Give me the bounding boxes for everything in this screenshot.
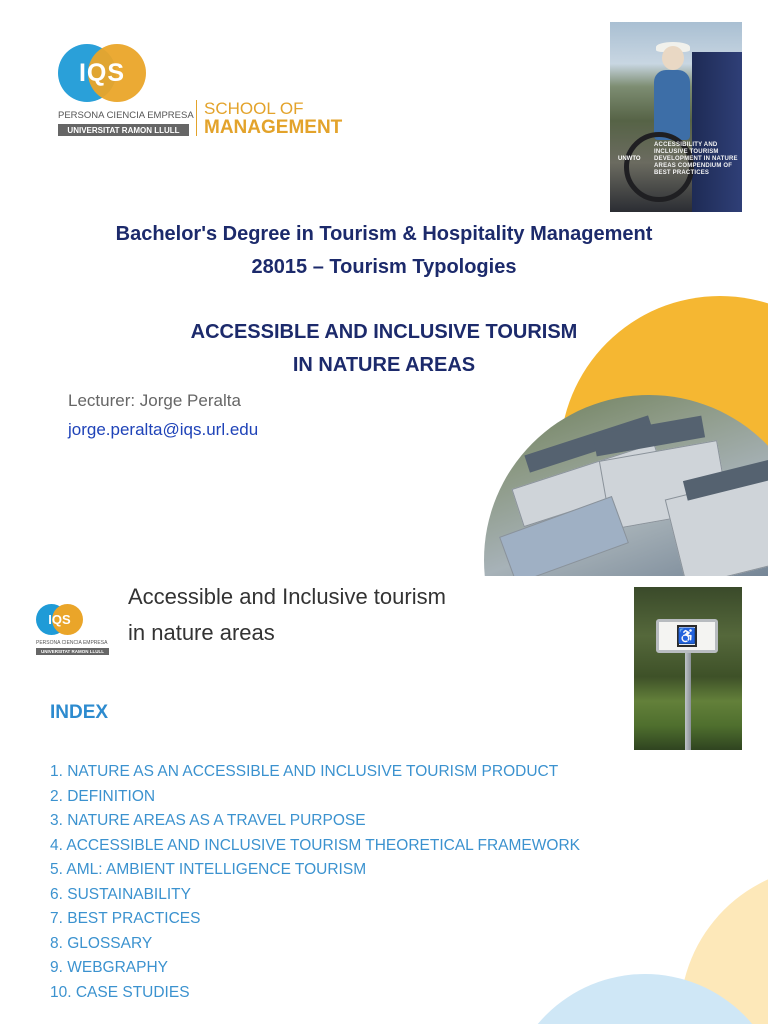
logo-divider bbox=[196, 100, 197, 136]
index-item[interactable]: 4. ACCESSIBLE AND INCLUSIVE TOURISM THEORETICAL FRAMEWORK bbox=[50, 836, 580, 854]
topic-title-line2: IN NATURE AREAS bbox=[292, 354, 476, 376]
index-item[interactable]: 7. BEST PRACTICES bbox=[50, 910, 201, 927]
slide-title-line2: in nature areas bbox=[128, 620, 275, 645]
iqs-logo bbox=[58, 44, 194, 135]
iqs-logo-university-bar: UNIVERSITAT RAMON LLULL bbox=[58, 124, 189, 136]
slide-title-line1: Accessible and Inclusive tourism bbox=[128, 584, 446, 609]
topic-title-line1: ACCESSIBLE AND INCLUSIVE TOURISM bbox=[190, 321, 578, 343]
van-shape bbox=[692, 52, 742, 212]
campus-aerial-photo bbox=[484, 395, 768, 576]
lecturer-email-link[interactable]: jorge.peralta@iqs.url.edu bbox=[68, 420, 259, 439]
lecturer-name: Lecturer: Jorge Peralta bbox=[68, 391, 241, 410]
iqs-logo-letters: IQS bbox=[78, 58, 126, 87]
index-item[interactable]: 8. GLOSSARY bbox=[50, 934, 153, 952]
school-of-text: SCHOOL OF bbox=[204, 99, 304, 118]
index-item[interactable]: 1. NATURE AS AN ACCESSIBLE AND INCLUSIVE TOURISM PRODUCT bbox=[50, 763, 559, 780]
index-slide bbox=[0, 576, 768, 1024]
cover-title-text: ACCESSIBILITY AND INCLUSIVE TOURISM DEVELOPMENT IN NATURE AREAS COMPENDIUM OF BEST PRACTICES bbox=[654, 142, 738, 176]
unwto-cover-photo bbox=[610, 22, 742, 212]
index-heading: INDEX bbox=[50, 702, 109, 723]
index-item[interactable]: 3. NATURE AREAS AS A TRAVEL PURPOSE bbox=[50, 812, 366, 829]
management-text: MANAGEMENT bbox=[204, 117, 343, 138]
iqs-logo-tagline: PERSONA CIENCIA EMPRESA bbox=[36, 640, 108, 646]
iqs-logo-letters: IQS bbox=[48, 612, 71, 627]
index-list bbox=[50, 760, 580, 1005]
sign-pole bbox=[685, 653, 691, 750]
head-shape bbox=[662, 46, 684, 70]
iqs-logo-small bbox=[36, 604, 108, 654]
accessibility-sign-photo bbox=[634, 587, 742, 750]
iqs-logo-university-bar: UNIVERSITAT RAMON LLULL bbox=[36, 648, 109, 655]
index-item[interactable]: 2. DEFINITION bbox=[50, 787, 156, 805]
index-item[interactable]: 6. SUSTAINABILITY bbox=[50, 885, 191, 903]
unwto-label: UNWTO bbox=[618, 156, 641, 162]
iqs-logo-tagline: PERSONA CIENCIA EMPRESA bbox=[58, 110, 194, 121]
person-shape bbox=[654, 70, 690, 140]
index-item[interactable]: 5. AML: AMBIENT INTELLIGENCE TOURISM bbox=[50, 861, 367, 878]
wheelchair-icon: ♿ bbox=[677, 625, 697, 647]
course-title: 28015 – Tourism Typologies bbox=[251, 256, 517, 278]
index-item[interactable]: 9. WEBGRAPHY bbox=[50, 959, 168, 976]
degree-title: Bachelor's Degree in Tourism & Hospitality Management bbox=[115, 223, 653, 245]
index-item[interactable]: 10. CASE STUDIES bbox=[50, 983, 190, 1001]
sign-board bbox=[656, 619, 718, 653]
